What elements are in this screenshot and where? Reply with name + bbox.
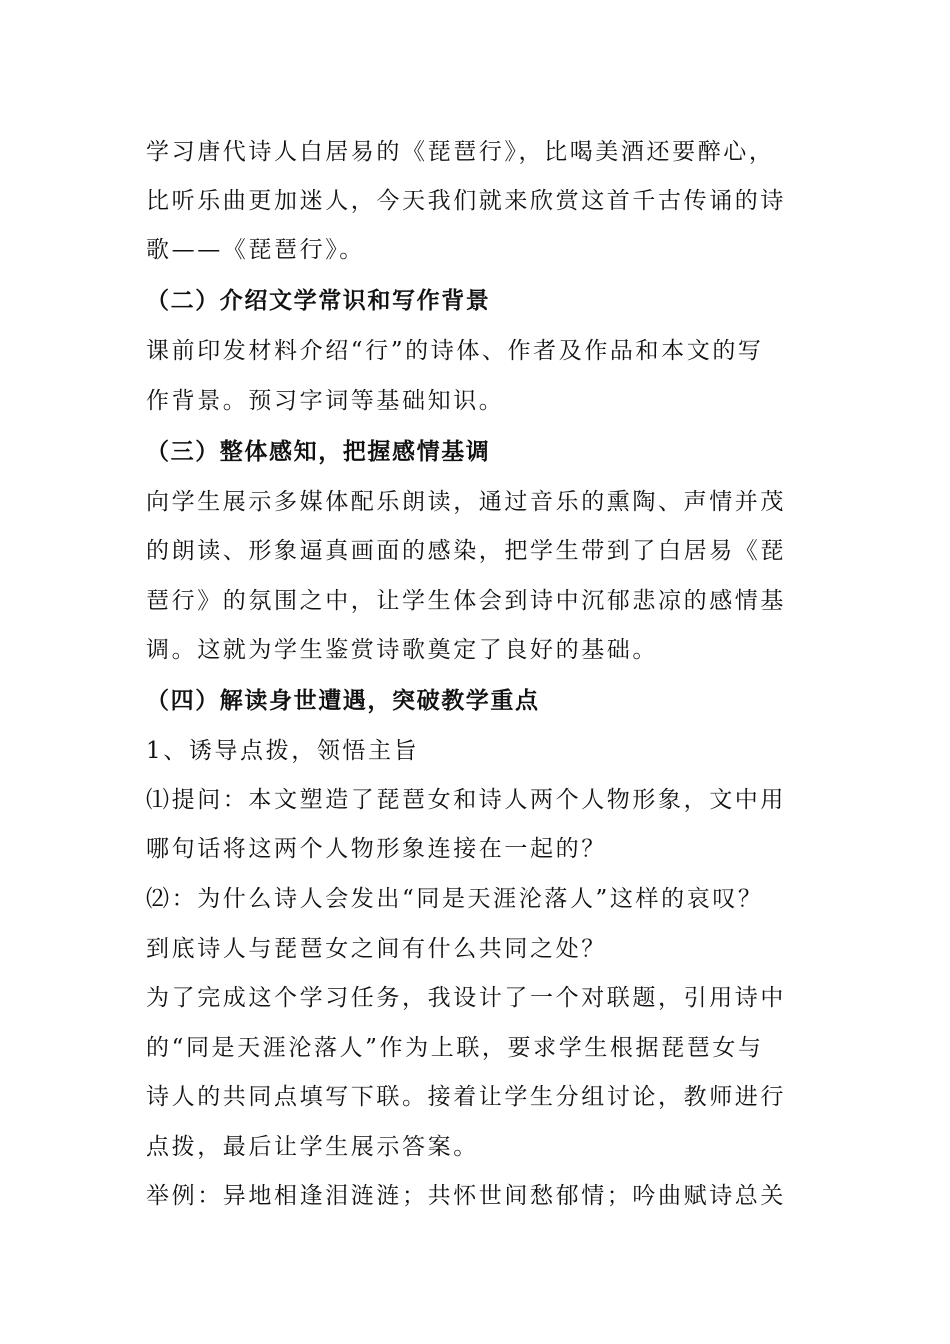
body-text-line: ⑴提问：本文塑造了琵琶女和诗人两个人物形象，文中用 — [146, 787, 786, 813]
body-text-line: 点拨，最后让学生展示答案。 — [146, 1134, 479, 1160]
body-text-line: 举例：异地相逢泪涟涟；共怀世间愁郁情；吟曲赋诗总关 — [146, 1183, 786, 1209]
body-text-line: 的朗读、形象逼真画面的感染，把学生带到了白居易《琵 — [146, 538, 786, 564]
body-text-line: 到底诗人与琵琶女之间有什么共同之处？ — [146, 936, 607, 962]
body-text-line: 哪句话将这两个人物形象连接在一起的？ — [146, 836, 607, 862]
body-text-line: 学习唐代诗人白居易的《琵琶行》，比喝美酒还要醉心， — [146, 139, 775, 165]
section-heading: （三）整体感知，把握感情基调 — [146, 439, 491, 465]
section-heading: （二）介绍文学常识和写作背景 — [146, 288, 491, 314]
body-text-line: 作背景。预习字词等基础知识。 — [146, 388, 505, 414]
body-text-line: 的“同是天涯沦落人”作为上联，要求学生根据琵琶女与 — [146, 1035, 764, 1061]
body-text-line: 调。这就为学生鉴赏诗歌奠定了良好的基础。 — [146, 637, 658, 663]
subsection-heading: 1、诱导点拨，领悟主旨 — [146, 738, 420, 764]
body-text-line: ⑵：为什么诗人会发出“同是天涯沦落人”这样的哀叹？ — [146, 886, 764, 912]
body-text-line: 向学生展示多媒体配乐朗读，通过音乐的熏陶、声情并茂 — [146, 489, 786, 515]
body-text-line: 歌——《琵琶行》。 — [146, 237, 365, 263]
body-text-line: 琶行》的氛围之中，让学生体会到诗中沉郁悲凉的感情基 — [146, 588, 786, 614]
body-text-line: 课前印发材料介绍“行”的诗体、作者及作品和本文的写 — [146, 338, 764, 364]
body-text-line: 为了完成这个学习任务，我设计了一个对联题，引用诗中 — [146, 985, 786, 1011]
body-text-line: 比听乐曲更加迷人，今天我们就来欣赏这首千古传诵的诗 — [146, 188, 786, 214]
body-text-line: 诗人的共同点填写下联。接着让学生分组讨论，教师进行 — [146, 1084, 786, 1110]
section-heading: （四）解读身世遭遇，突破教学重点 — [146, 688, 540, 714]
